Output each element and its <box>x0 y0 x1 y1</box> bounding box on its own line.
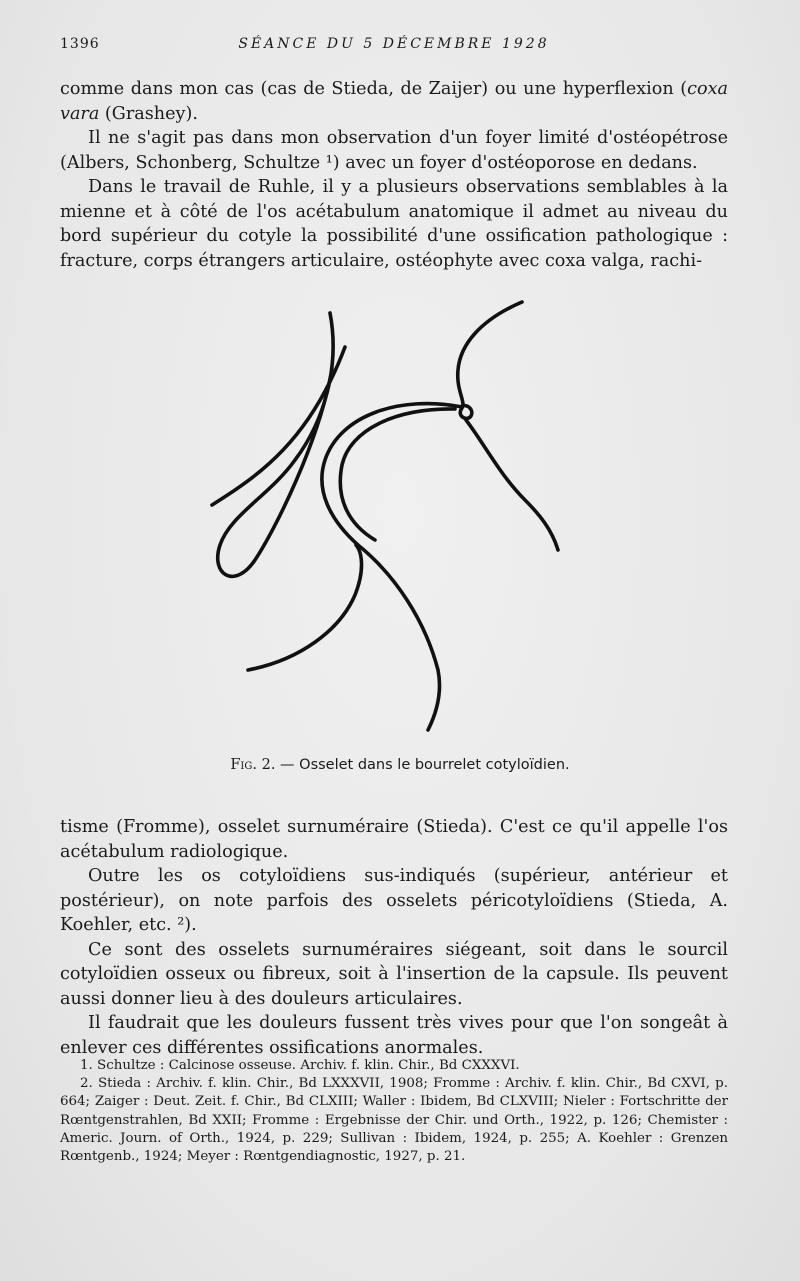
upper-hook <box>458 302 522 418</box>
inner-curve-2 <box>466 420 558 550</box>
paragraph: tisme (Fromme), osselet surnuméraire (Stieda). C'est ce qu'il appelle l'os acétabulum radiologique. <box>60 817 728 862</box>
outer-curve-left <box>218 313 333 576</box>
figure-caption <box>0 757 800 773</box>
inner-curve <box>322 404 462 730</box>
page-number: 1396 <box>60 36 100 52</box>
body-text-top <box>60 77 728 273</box>
inner-curve-3 <box>340 409 455 540</box>
paragraph: Ce sont des osselets surnuméraires siégeant, soit dans le sourcil cotyloïdien osseux ou fibreux, soit à l'insertion de la capsule. Ils peuvent aussi donner lieu à des douleurs articulaires. <box>60 939 728 1009</box>
caption-text: — Osselet dans le bourrelet cotyloïdien. <box>275 757 570 773</box>
footnote-1: 1. Schultze : Calcinose osseuse. Archiv. f. klin. Chir., Bd CXXXVI. <box>80 1058 520 1073</box>
page-header <box>60 36 728 56</box>
paragraph: Outre les os cotyloïdiens sus-indiqués (supérieur, antérieur et postérieur), on note parfois des osselets péricotyloïdiens (Stieda, A. Koehler, etc. ²). <box>60 866 728 935</box>
paragraph: Dans le travail de Ruhle, il y a plusieurs observations semblables à la mienne et à côté de l'os acétabulum anatomique il admet au niveau du bord supérieur du cotyle la possibilité d'une ossification pathologique : fracture, corps étrangers articulaire, ostéophyte avec coxa valga, rachi- <box>60 177 728 271</box>
lower-left-curve <box>248 545 362 670</box>
running-head: SÉANCE DU 5 DÉCEMBRE 1928 <box>238 36 550 52</box>
footnotes <box>60 1057 728 1166</box>
paragraph: Il faudrait que les douleurs fussent très vives pour que l'on songeât à enlever ces différentes ossifications anormales. <box>60 1013 728 1058</box>
footnote-2: 2. Stieda : Archiv. f. klin. Chir., Bd LXXXVII, 1908; Fromme : Archiv. f. klin. Chir., Bd CXVI, p. 664; Zaiger : Deut. Zeit. f. Chir., Bd CLXIII; Waller : Ibidem, Bd CLXVIII; Nieler : Fortschritte der Rœntgenstrahlen, Bd XXII; Fromme : Ergebnisse der Chir. und Orth., 1922, p. 126; Chemister : Americ. Journ. of Orth., 1924, p. 229; Sullivan : Ibidem, 1924, p. 255; A. Koehler : Grenzen Rœntgenb., 1924; Meyer : Rœntgendiagnostic, 1927, p. 21. <box>60 1076 728 1165</box>
acetabulum-drawing <box>180 290 600 740</box>
paragraph: Il ne s'agit pas dans mon observation d'un foyer limité d'ostéopétrose (Albers, Schonberg, Schultze ¹) avec un foyer d'ostéoporose en dedans. <box>60 128 728 173</box>
figure-line-drawing <box>180 290 600 740</box>
paragraph: comme dans mon cas (cas de Stieda, de Zaijer) ou une hyperflexion (coxa vara (Grashey). <box>60 79 728 124</box>
body-text-bottom <box>60 815 728 1060</box>
figure-label: Fig. 2. <box>230 757 276 773</box>
